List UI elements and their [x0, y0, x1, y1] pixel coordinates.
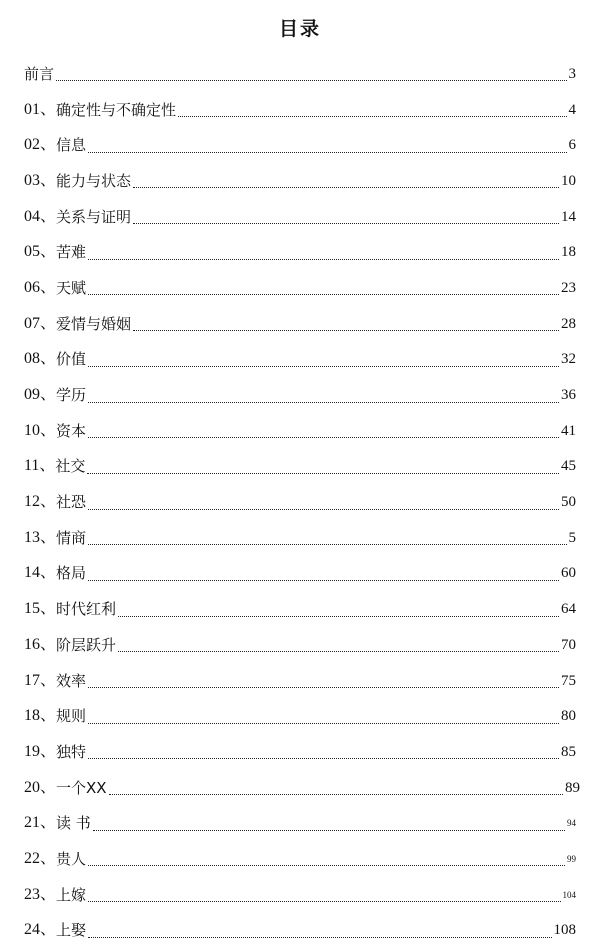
toc-entry-page: 5 — [568, 529, 576, 546]
toc-entry-number: 15、 — [24, 600, 57, 618]
toc-entry-page: 80 — [561, 708, 576, 725]
dot-leader — [93, 826, 565, 831]
dot-leader — [88, 540, 566, 545]
dot-leader — [88, 576, 559, 581]
toc-entry-title: 格局 — [56, 564, 87, 583]
toc-entry[interactable] — [24, 127, 580, 163]
toc-entry[interactable] — [24, 520, 580, 556]
toc-entry-number: 08、 — [24, 350, 57, 368]
toc-entry-preface[interactable] — [24, 56, 580, 92]
dot-leader — [88, 719, 559, 724]
toc-entry-title: 阶层跃升 — [56, 635, 117, 654]
toc-entry[interactable] — [24, 591, 580, 627]
toc-entry-page: 14 — [561, 208, 576, 225]
toc-entry-title: 苦难 — [56, 243, 87, 262]
toc-entry[interactable] — [24, 913, 580, 948]
toc-entry-number: 19、 — [24, 742, 57, 760]
toc-entry-title: 社恐 — [56, 493, 87, 512]
toc-entry[interactable] — [24, 770, 580, 806]
dot-leader — [88, 897, 560, 902]
toc-entry[interactable] — [24, 163, 580, 199]
toc-entry-page: 64 — [561, 601, 576, 618]
toc-entry-page: 3 — [568, 65, 576, 82]
toc-entry[interactable] — [24, 342, 580, 378]
dot-leader — [133, 326, 559, 331]
dot-leader — [87, 469, 559, 474]
toc-entry-page: 32 — [561, 351, 576, 368]
dot-leader — [178, 112, 566, 117]
toc-entry-page: 45 — [561, 458, 576, 475]
dot-leader — [88, 933, 551, 938]
toc-entry-number: 13、 — [24, 528, 57, 546]
toc-entry-page: 18 — [561, 244, 576, 261]
toc-entry-title: 一个XX — [56, 778, 107, 797]
toc-entry-title: 爱情与婚姻 — [56, 314, 132, 333]
toc-entry-title: 资本 — [56, 421, 87, 440]
toc-entry-page: 89 — [565, 779, 580, 796]
toc-entry-title: 独特 — [56, 742, 87, 761]
toc-entry-title: 规则 — [56, 707, 87, 726]
dot-leader — [118, 647, 559, 652]
dot-leader — [88, 861, 565, 866]
toc-entry-number: 16、 — [24, 635, 57, 653]
toc-entry[interactable] — [24, 92, 580, 128]
toc-entry-number: 02、 — [24, 136, 57, 154]
toc-entry-page: 75 — [561, 672, 576, 689]
toc-entry-number: 06、 — [24, 278, 57, 296]
toc-entry-page: 60 — [561, 565, 576, 582]
toc-entry-title: 情商 — [56, 528, 87, 547]
toc-entry-page: 36 — [561, 387, 576, 404]
toc-entry-number: 03、 — [24, 171, 57, 189]
toc-entry-number: 12、 — [24, 493, 57, 511]
toc-entry-title: 学历 — [56, 386, 87, 405]
toc-entry-page: 23 — [561, 279, 576, 296]
dot-leader — [88, 290, 559, 295]
toc-entry-page: 4 — [568, 101, 576, 118]
toc-entry-number: 05、 — [24, 243, 57, 261]
toc-entry-number: 14、 — [24, 564, 57, 582]
table-of-contents — [24, 56, 580, 948]
toc-entry-title: 前言 — [24, 64, 55, 83]
toc-entry-number: 01、 — [24, 100, 57, 118]
toc-entry[interactable] — [24, 234, 580, 270]
toc-entry-page: 50 — [561, 494, 576, 511]
dot-leader — [88, 683, 559, 688]
toc-entry-title: 确定性与不确定性 — [56, 100, 177, 119]
toc-entry-title: 价值 — [56, 350, 87, 369]
toc-entry-page: 28 — [561, 315, 576, 332]
toc-entry[interactable] — [24, 698, 580, 734]
dot-leader — [88, 398, 559, 403]
toc-entry[interactable] — [24, 841, 580, 877]
toc-entry-title: 上娶 — [56, 921, 87, 940]
toc-entry-number: 11、 — [24, 457, 56, 475]
dot-leader — [88, 754, 559, 759]
toc-entry-number: 20、 — [24, 778, 57, 796]
toc-entry-page: 41 — [561, 422, 576, 439]
toc-entry-number: 21、 — [24, 814, 57, 832]
toc-entry-page: 94 — [567, 818, 576, 829]
toc-entry-page: 6 — [568, 137, 576, 154]
toc-entry-title: 时代红利 — [56, 600, 117, 619]
dot-leader — [133, 219, 559, 224]
toc-entry-number: 04、 — [24, 207, 57, 225]
toc-entry[interactable] — [24, 484, 580, 520]
toc-entry-number: 17、 — [24, 671, 57, 689]
toc-entry-title: 能力与状态 — [56, 171, 132, 190]
toc-entry[interactable] — [24, 377, 580, 413]
page-title: 目录 — [278, 18, 321, 40]
toc-entry-number: 18、 — [24, 707, 57, 725]
toc-entry-number: 22、 — [24, 849, 57, 867]
toc-entry-title: 信息 — [56, 136, 87, 155]
toc-entry-page: 99 — [567, 853, 576, 864]
toc-entry-page: 104 — [562, 889, 576, 900]
dot-leader — [109, 790, 563, 795]
toc-entry-title: 贵人 — [56, 849, 87, 868]
dot-leader — [88, 505, 559, 510]
toc-entry-number: 07、 — [24, 314, 57, 332]
toc-entry[interactable] — [24, 449, 580, 485]
dot-leader — [88, 255, 559, 260]
toc-entry[interactable] — [24, 877, 580, 913]
toc-entry-title: 上嫁 — [56, 885, 87, 904]
toc-entry-page: 108 — [553, 922, 576, 939]
toc-entry-title: 效率 — [56, 671, 87, 690]
toc-entry[interactable] — [24, 306, 580, 342]
toc-entry[interactable] — [24, 805, 580, 841]
toc-entry-number: 23、 — [24, 885, 57, 903]
dot-leader — [56, 76, 566, 81]
toc-entry[interactable] — [24, 734, 580, 770]
toc-entry-title: 天赋 — [56, 278, 87, 297]
dot-leader — [88, 148, 566, 153]
dot-leader — [88, 362, 559, 367]
toc-entry-page: 70 — [561, 636, 576, 653]
toc-entry-number: 10、 — [24, 421, 57, 439]
toc-entry-number: 09、 — [24, 386, 57, 404]
toc-entry-title: 关系与证明 — [56, 207, 132, 226]
toc-entry[interactable] — [24, 199, 580, 235]
toc-entry-page: 85 — [561, 743, 576, 760]
toc-entry[interactable] — [24, 270, 580, 306]
dot-leader — [133, 183, 559, 188]
toc-entry[interactable] — [24, 413, 580, 449]
toc-entry-title: 社交 — [55, 457, 86, 476]
toc-entry[interactable] — [24, 556, 580, 592]
dot-leader — [118, 612, 559, 617]
toc-entry[interactable] — [24, 663, 580, 699]
dot-leader — [88, 433, 559, 438]
toc-entry-number: 24、 — [24, 921, 57, 939]
toc-entry-page: 10 — [561, 172, 576, 189]
toc-entry-title: 读 书 — [56, 814, 91, 833]
toc-entry[interactable] — [24, 627, 580, 663]
